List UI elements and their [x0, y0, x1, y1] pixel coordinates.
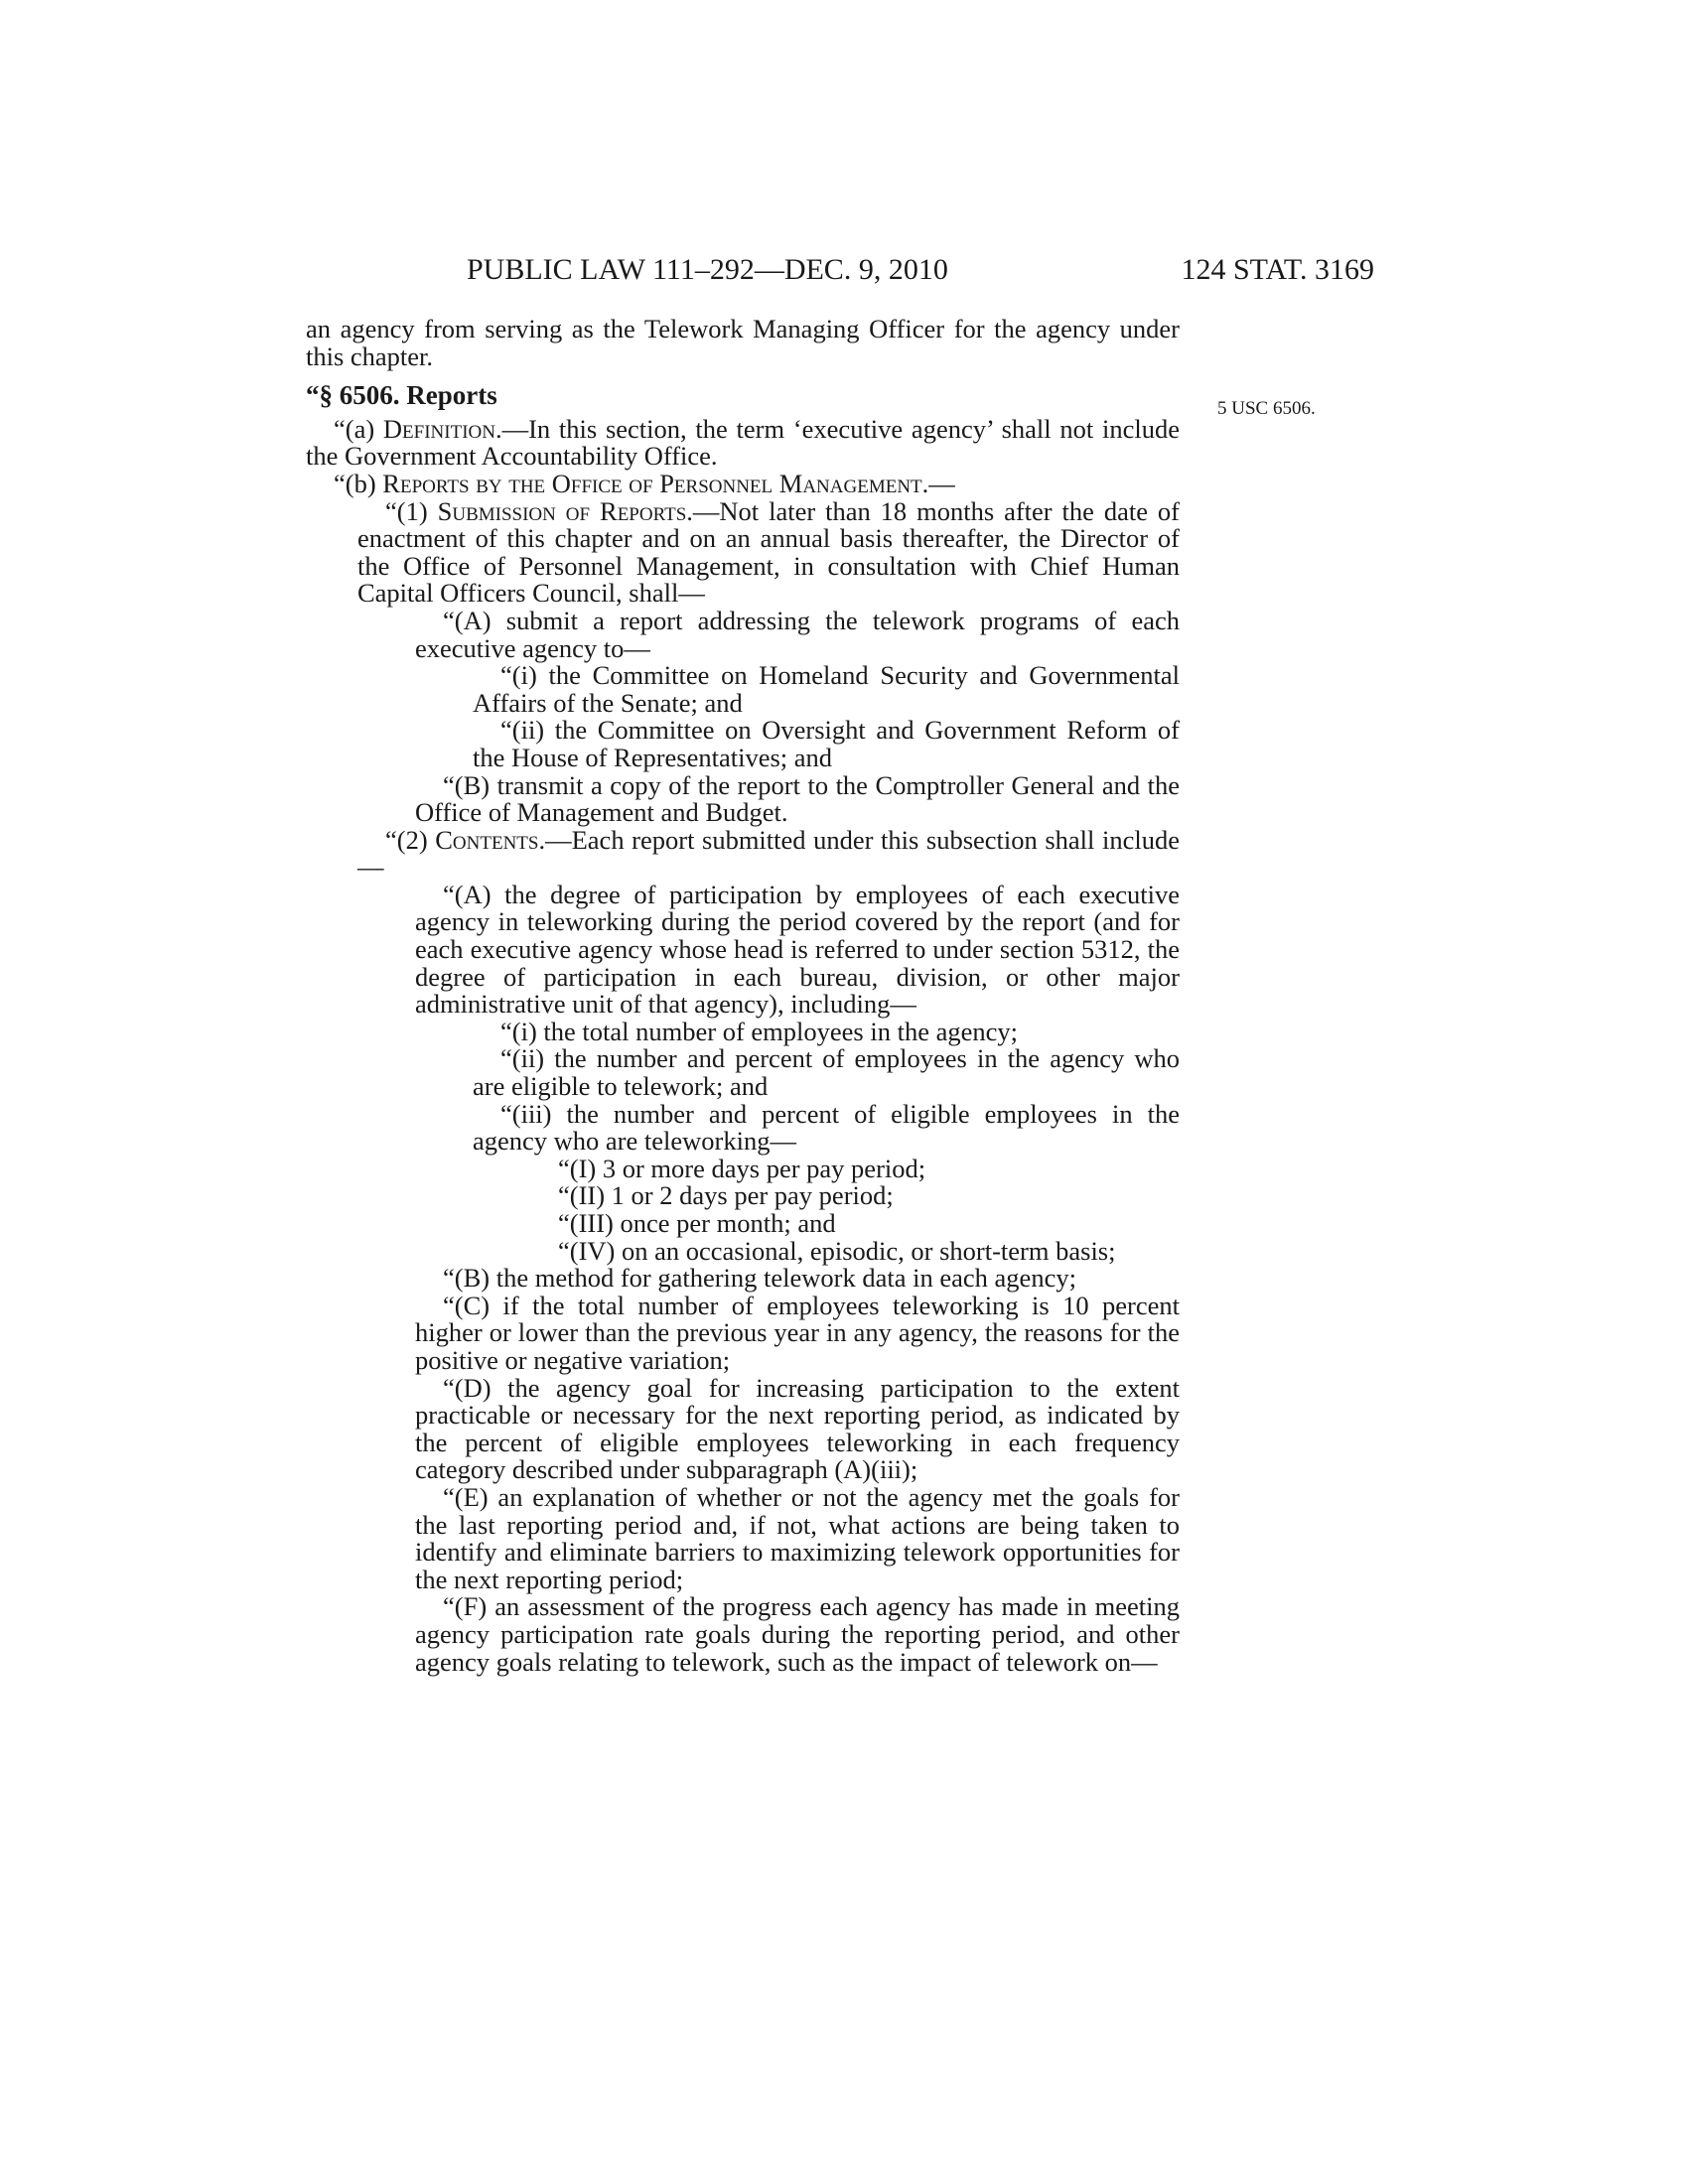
- paragraph: “(A) the degree of participation by employees of each executive agency in teleworking during the period covered by the report (and for each executive agency whose head is referred to under section 5312, the degree of participation in each bureau, division, or other major administrative unit of that agency), including—: [415, 879, 1180, 1020]
- paragraph-heading-smallcaps: Contents: [435, 824, 539, 855]
- paragraph-text: .—: [921, 468, 955, 498]
- paragraph-marker: “(2): [385, 824, 436, 855]
- margin-note-usc: 5 USC 6506.: [1217, 398, 1316, 419]
- paragraph-text: .—Each report submitted under this subsection shall include—: [357, 824, 1180, 883]
- running-header: [467, 250, 1374, 290]
- paragraph: “(II) 1 or 2 days per pay period;: [558, 1180, 894, 1211]
- paragraph-marker: “(a): [334, 413, 383, 444]
- paragraph: [306, 824, 1180, 883]
- paragraph: “(A) submit a report addressing the telework programs of each executive agency to—: [415, 605, 1180, 663]
- paragraph: “(IV) on an occasional, episodic, or short-term basis;: [558, 1235, 1116, 1266]
- paragraph: [306, 495, 1180, 609]
- paragraph: [306, 413, 1180, 472]
- section-heading: “§ 6506. Reports: [306, 380, 497, 411]
- header-law-citation: PUBLIC LAW 111–292—DEC. 9, 2010: [467, 253, 948, 286]
- paragraph: “(ii) the Committee on Oversight and Government Reform of the House of Representatives; and: [473, 715, 1180, 772]
- paragraph: “(D) the agency goal for increasing participation to the extent practicable or necessary for the next reporting period, as indicated by the percent of eligible employees teleworking in each frequency category described under subparagraph (A)(iii);: [415, 1372, 1180, 1485]
- paragraph: [306, 468, 1180, 498]
- paragraph-text: .—Not later than 18 months after the date of enactment of this chapter and on an annual basis thereafter, the Director of the Office of Personnel Management, in consultation with Chief Human Capital Officers Council, shall—: [357, 495, 1180, 609]
- paragraph-marker: “(b): [334, 468, 383, 498]
- paragraph: “(ii) the number and percent of employees in the agency who are eligible to telework; and: [473, 1043, 1180, 1102]
- paragraph-heading-smallcaps: Submission of Reports: [437, 495, 687, 526]
- paragraph: “(i) the total number of employees in the agency;: [500, 1016, 1018, 1046]
- paragraph-heading-smallcaps: Reports by the Office of Personnel Management: [382, 468, 922, 498]
- paragraph: “(B) the method for gathering telework data in each agency;: [443, 1263, 1076, 1294]
- paragraph: “(B) transmit a copy of the report to the Comptroller General and the Office of Management and Budget.: [415, 769, 1180, 828]
- header-stat-page: 124 STAT. 3169: [1181, 253, 1374, 286]
- paragraph: “(III) once per month; and: [558, 1208, 836, 1238]
- paragraph: “(i) the Committee on Homeland Security and Governmental Affairs of the Senate; and: [473, 660, 1180, 718]
- paragraph: “(E) an explanation of whether or not the agency met the goals for the last reporting period and, if not, what actions are being taken to identify and eliminate barriers to maximizing telework opportunities for the next reporting period;: [415, 1481, 1180, 1594]
- paragraph: “(F) an assessment of the progress each agency has made in meeting agency participation rate goals during the reporting period, and other agency goals relating to telework, such as the impact of telework on—: [415, 1591, 1180, 1677]
- paragraph-marker: “(1): [385, 495, 438, 526]
- paragraph: an agency from serving as the Telework Managing Officer for the agency under this chapter.: [306, 314, 1180, 371]
- paragraph: “(I) 3 or more days per pay period;: [558, 1153, 926, 1183]
- paragraph-text: .—In this section, the term ‘executive agency’ shall not include the Government Accountability Office.: [306, 413, 1180, 472]
- paragraph: “(iii) the number and percent of eligible employees in the agency who are teleworking—: [473, 1098, 1180, 1157]
- paragraph: “(C) if the total number of employees teleworking is 10 percent higher or lower than the previous year in any agency, the reasons for the positive or negative variation;: [415, 1290, 1180, 1375]
- paragraph-heading-smallcaps: Definition: [382, 413, 495, 444]
- document-body: [306, 316, 1180, 1676]
